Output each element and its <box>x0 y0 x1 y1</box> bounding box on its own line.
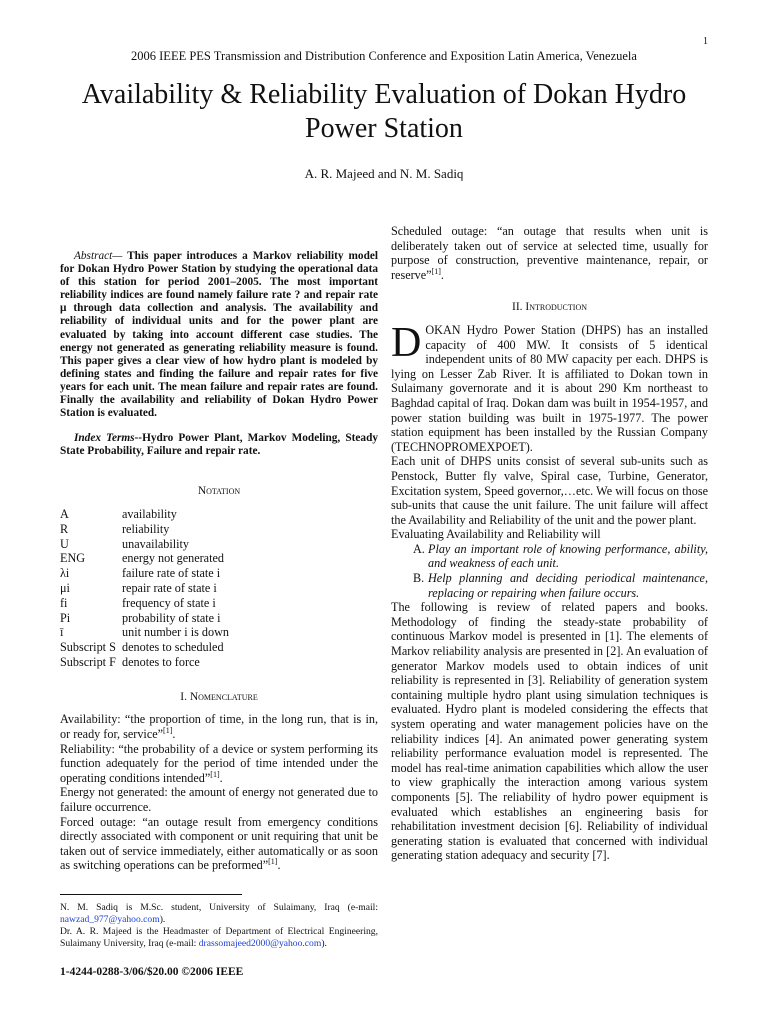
left-column <box>60 250 378 873</box>
notation-row <box>60 655 378 670</box>
notation-heading: Notation <box>197 485 241 498</box>
nomenclature-availability: Availability: “the proportion of time, in the long run, that is in, or ready for, service”[1]. <box>60 712 378 741</box>
notation-definition: frequency of state i <box>122 595 216 610</box>
notation-symbol: Pi <box>60 610 71 625</box>
notation-row <box>60 537 378 552</box>
footnote-majeed: Dr. A. R. Majeed is the Headmaster of Department of Electrical Engineering, Sulaimany University, Iraq (e-mail: drassomajeed2000@yahoo.com). <box>60 926 378 949</box>
footnote-divider <box>60 894 242 895</box>
notation-definition: denotes to scheduled <box>122 640 224 655</box>
copyright-notice: 1-4244-0288-3/06/$20.00 ©2006 IEEE <box>60 966 244 978</box>
index-terms <box>60 432 378 458</box>
notation-definition: repair rate of state i <box>122 580 217 595</box>
paper-title: Availability & Reliability Evaluation of Dokan Hydro Power Station <box>81 79 687 144</box>
list-item: A. Play an important role of knowing performance, ability, and weakness of each unit. <box>413 541 708 571</box>
abstract <box>60 250 378 420</box>
paper-authors: A. R. Majeed and N. M. Sadiq <box>304 166 464 181</box>
notation-symbol: μi <box>60 580 70 595</box>
conference-header: 2006 IEEE PES Transmission and Distribution Conference and Exposition Latin America, Venezuela <box>131 49 637 63</box>
introduction-paragraph-3: Evaluating Availability and Reliability will <box>391 527 601 542</box>
notation-row <box>60 507 378 522</box>
notation-symbol: Subscript F <box>60 654 116 669</box>
nomenclature-forced-outage: Forced outage: “an outage result from emergency conditions directly associated with component or unit requiring that unit be taken out of service immediately, either automatically or as soon as switching operations can be preformed”[1]. <box>60 814 378 873</box>
index-terms-text: --Hydro Power Plant, Markov Modeling, Steady State Probability, Failure and repair rate. <box>60 432 378 458</box>
notation-symbol: R <box>60 521 69 536</box>
notation-row <box>60 640 378 655</box>
drop-cap: D <box>391 319 422 366</box>
notation-definition: probability of state i <box>122 610 221 625</box>
nomenclature-scheduled-outage: Scheduled outage: “an outage that results when unit is deliberately taken out of service at selected time, usually for purpose of construction, preventive maintenance, repair, or reserve”[1]. <box>391 224 708 282</box>
nomenclature-reliability: Reliability: “the probability of a device or system performing its function adequately for the period of time intended under the operating conditions intended”[1]. <box>60 741 378 785</box>
footnotes <box>60 902 378 950</box>
notation-row <box>60 522 378 537</box>
abstract-text: This paper introduces a Markov reliability model for Dokan Hydro Power Station by studying the operational data of this station for period 2001–2005. The most important reliability indices are found namely failure rate ? and repair rate μ through data collection and analysis. The availability and reliability of individual units and for the power plant are evaluated by taking into account different case studies. The energy not generated as generating reliability measure is found. This paper gives a clear view of how hydro plant is modeled by defining states and finding the failure and repair rates for five years for each unit. The mean failure and repair rates are found. Finally the availability and reliability of Dokan Hydro Power Station is evaluated. <box>60 250 379 420</box>
introduction-paragraph-4: The following is review of related papers and books. Methodology of finding the steady-state probability of continuous Markov model is presented in [1]. The elements of Markov reliability analysis are presented in [2]. An evaluation of generator Markov models used to obtain indices of unit reliability is represented in [3]. Reliability of generation system containing multiple hydro plant using simulation techniques is evaluated. Hydro plant is modeled considering the effects that system operating and water management policies have on the reliability indices [4]. An animated power generating system reliability performance evaluation model is represented. The model has real-time animation capabilities which allow the user to view graphically the interaction among various system components [5]. The reliability of hydro power equipment is evaluated which establishes an engineering basis for rehabilitation investment decision [6]. Reliability of individual generating station is evaluated that concerned with individual generating station adequacy and security [7]. <box>391 600 708 863</box>
notation-symbol: fi <box>60 595 68 610</box>
notation-definition: failure rate of state i <box>122 566 221 581</box>
notation-definition: unavailability <box>122 536 190 551</box>
introduction-paragraph-1: DOKAN Hydro Power Station (DHPS) has an installed capacity of 400 MW. It consists of 5 identical independent units of 80 MW capacity per each. DHPS is lying on Lesser Zab River. It is affiliated to Dokan town in Sulaimany governorate and it is about 290 Km northeast to Baghdad capital of Iraq. Dokan dam was built in 1954-1957, and power station building was built in 1975-1977. The power station equipment has been installed by the Russian Company (TECHNOPROMEXPOET). <box>391 319 708 454</box>
notation-symbol: ī <box>60 625 64 640</box>
notation-row <box>60 596 378 611</box>
notation-list <box>60 507 378 670</box>
nomenclature-heading: I. Nomenclature <box>180 690 258 703</box>
notation-row <box>60 566 378 581</box>
notation-definition: reliability <box>122 521 170 536</box>
notation-row <box>60 581 378 596</box>
notation-symbol: Subscript S <box>60 640 116 655</box>
email-link-majeed[interactable]: drassomajeed2000@yahoo.com <box>198 938 322 949</box>
notation-symbol: ENG <box>60 551 86 566</box>
notation-symbol: U <box>60 536 69 551</box>
footnote-sadiq: N. M. Sadiq is M.Sc. student, University of Sulaimany, Iraq (e-mail: nawzad_977@yahoo.com). <box>60 902 378 925</box>
abstract-label: Abstract— <box>74 250 123 262</box>
notation-definition: energy not generated <box>122 551 224 566</box>
notation-definition: denotes to force <box>122 654 200 669</box>
notation-row <box>60 625 378 640</box>
index-terms-label: Index Terms <box>74 432 135 445</box>
introduction-paragraph-2: Each unit of DHPS units consist of several sub-units such as Penstock, Butter fly valve, Spiral case, Turbine, Generator, Excitation system, Speed governor,…etc. We will focus on those sub-units that cause the unit failure. The unit failure will affect the Availability and Reliability of the unit and the power plant. <box>391 454 708 527</box>
introduction-heading: II. Introduction <box>511 301 587 314</box>
notation-definition: availability <box>122 507 177 521</box>
page-number: 1 <box>703 36 708 47</box>
notation-definition: unit number i is down <box>122 625 229 640</box>
notation-row <box>60 611 378 626</box>
notation-row <box>60 551 378 566</box>
right-column <box>391 224 708 863</box>
list-item: B. Help planning and deciding periodical maintenance, replacing or repairing when failure occurs. <box>413 571 708 600</box>
notation-symbol: λi <box>60 566 70 581</box>
email-link-sadiq[interactable]: nawzad_977@yahoo.com <box>60 914 160 925</box>
nomenclature-energy-not-generated: Energy not generated: the amount of energy not generated due to failure occurrence. <box>60 785 378 814</box>
notation-symbol: A <box>60 507 69 521</box>
